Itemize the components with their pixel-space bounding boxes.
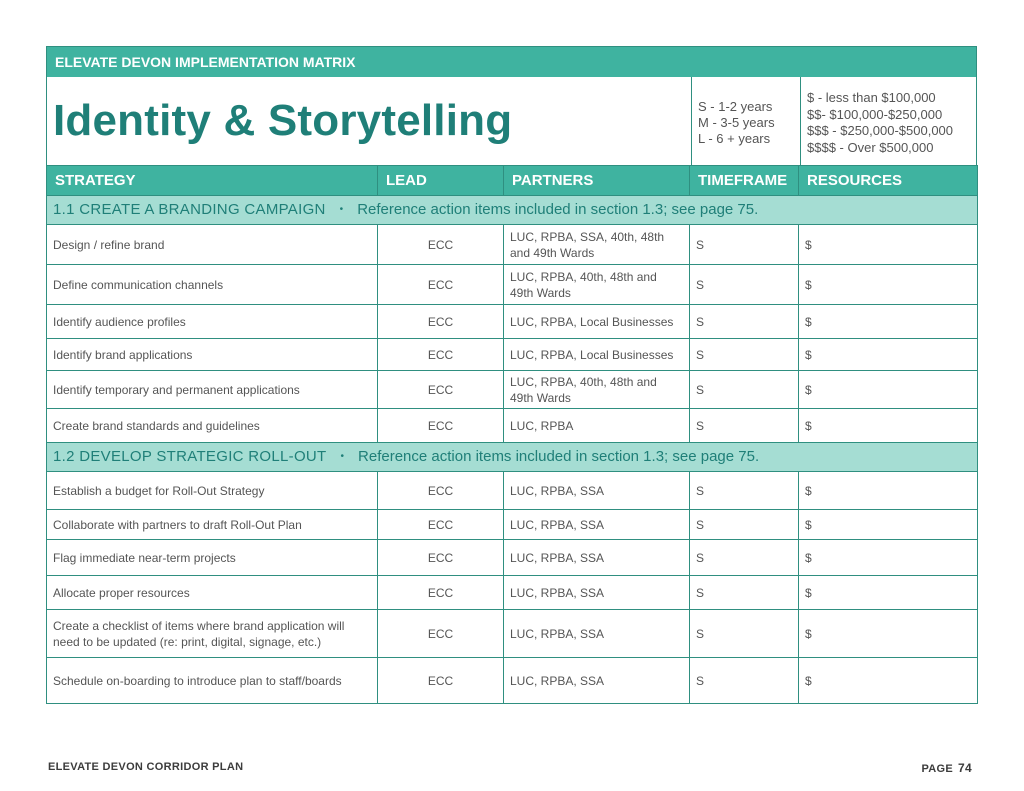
cell-strategy: Define communication channels [47,265,378,305]
table-row [47,540,978,576]
cell-partners: LUC, RPBA, 40th, 48th and 49th Wards [504,371,690,409]
column-header-row [47,166,978,196]
cell-resources: $ [799,339,978,371]
cell-partners: LUC, RPBA, SSA [504,472,690,510]
footer-page [921,761,972,775]
timeframe-legend-medium: M - 3-5 years [698,115,775,130]
cell-lead: ECC [378,540,504,576]
title-row [46,77,977,165]
cell-strategy: Collaborate with partners to draft Roll-Out Plan [47,510,378,540]
matrix-body [47,196,978,704]
table-row [47,339,978,371]
section-note: Reference action items included in section 1.3; see page 75. [358,447,760,465]
resources-legend-1: $ - less than $100,000 [807,90,936,105]
column-header-lead: LEAD [378,166,504,196]
column-header-timeframe: TIMEFRAME [690,166,799,196]
cell-partners: LUC, RPBA, 40th, 48th and 49th Wards [504,265,690,305]
cell-lead: ECC [378,510,504,540]
matrix-table [46,165,978,704]
cell-timeframe: S [690,371,799,409]
cell-resources: $ [799,540,978,576]
cell-lead: ECC [378,339,504,371]
cell-timeframe: S [690,409,799,443]
resources-legend-2: $$- $100,000-$250,000 [807,106,943,122]
table-row [47,305,978,339]
cell-partners: LUC, RPBA, SSA [504,610,690,658]
section-heading [47,443,978,472]
column-header-resources: RESOURCES [799,166,978,196]
cell-timeframe: S [690,225,799,265]
section-separator: • [340,451,345,463]
section-row [47,443,978,472]
table-row [47,472,978,510]
section-separator: • [339,204,344,216]
table-row [47,265,978,305]
section-title: 1.1 CREATE A BRANDING CAMPAIGN [53,200,326,218]
cell-resources: $ [799,576,978,610]
cell-resources: $ [799,472,978,510]
footer-plan-name: ELEVATE DEVON CORRIDOR PLAN [48,761,244,773]
table-row [47,510,978,540]
cell-strategy: Allocate proper resources [47,576,378,610]
footer-page-number: 74 [958,761,972,775]
cell-strategy: Create a checklist of items where brand application will need to be updated (re: print, digital, signage, etc.) [47,610,378,658]
cell-lead: ECC [378,265,504,305]
page-title: Identity & Storytelling [53,96,513,145]
section-row [47,196,978,225]
cell-strategy: Identify temporary and permanent applications [47,371,378,409]
cell-resources: $ [799,610,978,658]
cell-lead: ECC [378,610,504,658]
timeframe-legend-long: L - 6 + years [698,131,771,146]
cell-partners: LUC, RPBA, SSA [504,576,690,610]
cell-resources: $ [799,225,978,265]
table-row [47,371,978,409]
cell-resources: $ [799,510,978,540]
matrix-banner: ELEVATE DEVON IMPLEMENTATION MATRIX [46,46,977,77]
cell-lead: ECC [378,409,504,443]
cell-partners: LUC, RPBA, SSA, 40th, 48th and 49th Wards [504,225,690,265]
cell-strategy: Identify brand applications [47,339,378,371]
resources-legend-4: $$$$ - Over $500,000 [807,139,934,155]
table-row [47,409,978,443]
cell-timeframe: S [690,305,799,339]
cell-lead: ECC [378,576,504,610]
cell-timeframe: S [690,510,799,540]
footer-page-label: PAGE [921,763,954,775]
cell-lead: ECC [378,305,504,339]
resources-legend-3: $$$ - $250,000-$500,000 [807,123,954,138]
implementation-matrix [46,46,977,704]
table-row [47,225,978,265]
cell-strategy: Create brand standards and guidelines [47,409,378,443]
cell-lead: ECC [378,658,504,704]
resources-legend [800,77,976,165]
cell-partners: LUC, RPBA, SSA [504,658,690,704]
cell-strategy: Establish a budget for Roll-Out Strategy [47,472,378,510]
cell-partners: LUC, RPBA, SSA [504,510,690,540]
cell-partners: LUC, RPBA, Local Businesses [504,305,690,339]
cell-lead: ECC [378,225,504,265]
column-header-strategy: STRATEGY [47,166,378,196]
cell-partners: LUC, RPBA, SSA [504,540,690,576]
table-row [47,576,978,610]
cell-lead: ECC [378,472,504,510]
cell-resources: $ [799,371,978,409]
section-note: Reference action items included in section 1.3; see page 75. [357,200,759,218]
timeframe-legend [691,77,800,165]
cell-strategy: Design / refine brand [47,225,378,265]
timeframe-legend-short: S - 1-2 years [698,99,773,114]
cell-timeframe: S [690,658,799,704]
table-row [47,658,978,704]
section-heading [47,196,978,225]
cell-strategy: Schedule on-boarding to introduce plan to staff/boards [47,658,378,704]
cell-timeframe: S [690,540,799,576]
cell-timeframe: S [690,265,799,305]
cell-resources: $ [799,265,978,305]
cell-lead: ECC [378,371,504,409]
section-title: 1.2 DEVELOP STRATEGIC ROLL-OUT [53,447,327,465]
cell-strategy: Identify audience profiles [47,305,378,339]
cell-resources: $ [799,305,978,339]
table-row [47,610,978,658]
column-header-partners: PARTNERS [504,166,690,196]
cell-timeframe: S [690,339,799,371]
cell-strategy: Flag immediate near-term projects [47,540,378,576]
cell-partners: LUC, RPBA, Local Businesses [504,339,690,371]
cell-timeframe: S [690,472,799,510]
cell-timeframe: S [690,576,799,610]
cell-resources: $ [799,409,978,443]
cell-timeframe: S [690,610,799,658]
cell-partners: LUC, RPBA [504,409,690,443]
cell-resources: $ [799,658,978,704]
